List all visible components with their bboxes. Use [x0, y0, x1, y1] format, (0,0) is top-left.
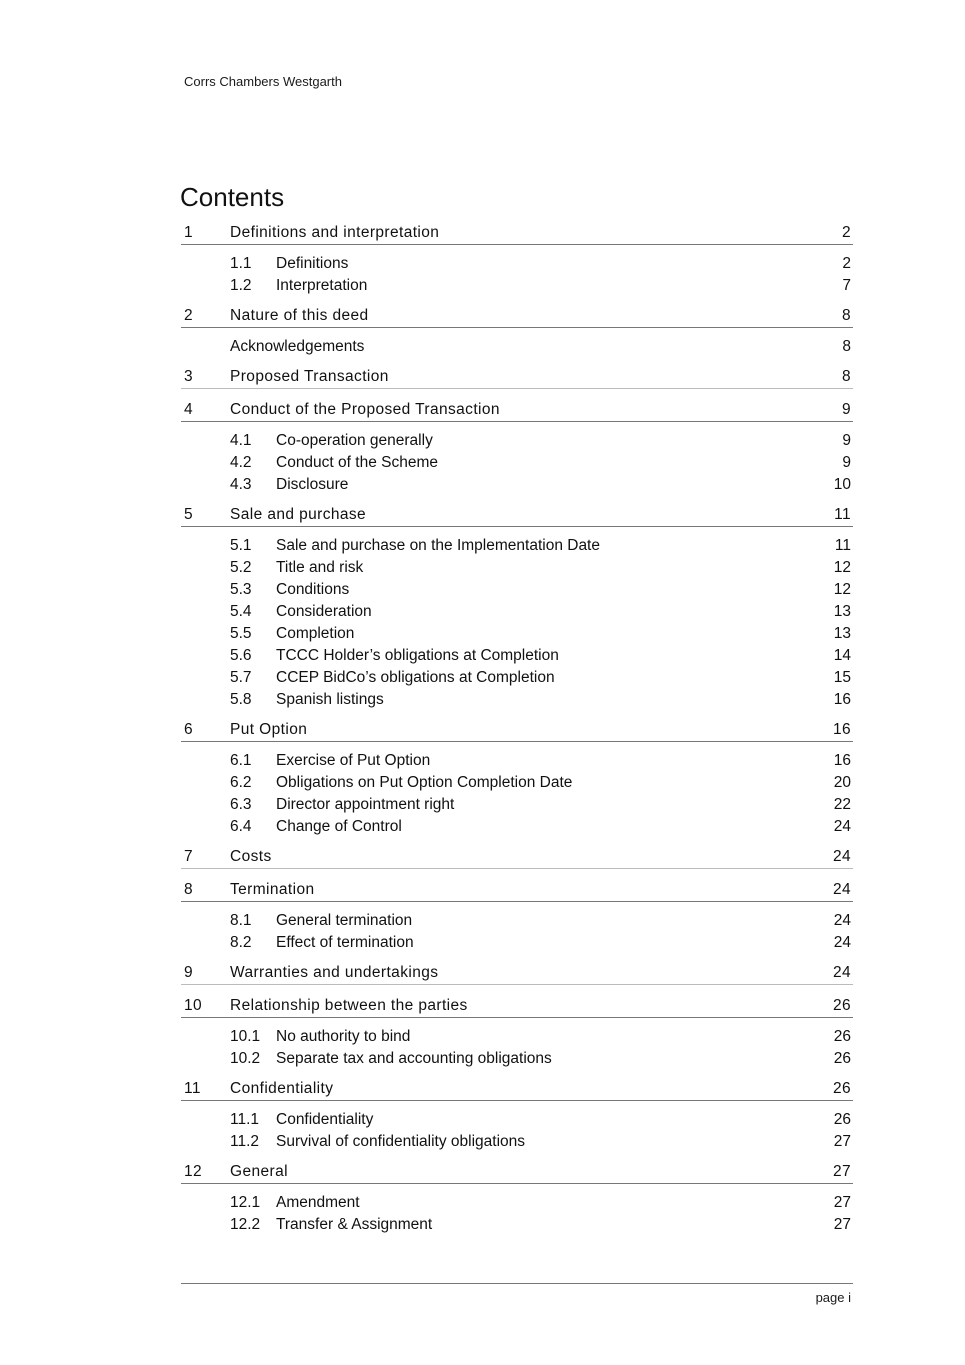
toc-section-row[interactable]	[181, 1076, 853, 1101]
toc-section-row[interactable]	[181, 303, 853, 328]
toc-section-number: 7	[184, 848, 194, 865]
toc-section-number: 6	[184, 721, 194, 738]
toc-section-title[interactable]: Warranties and undertakings	[230, 964, 439, 981]
toc-subsection-row[interactable]	[181, 772, 853, 794]
contents-title: Contents	[180, 182, 285, 212]
toc-subsection-number: 10.2	[230, 1050, 261, 1067]
toc-subsection-title[interactable]: General termination	[276, 912, 413, 929]
toc-subsection-number: 5.1	[230, 537, 252, 554]
toc-subsection-row[interactable]	[181, 1131, 853, 1153]
toc-subsection-page: 11	[834, 537, 851, 554]
toc-subsection-number: 1.2	[230, 277, 252, 294]
toc-subsection-title[interactable]: Title and risk	[276, 559, 364, 576]
toc-subsection-title[interactable]: Conduct of the Scheme	[276, 454, 438, 471]
toc-subsection-number: 6.3	[230, 796, 252, 813]
toc-subsection-title[interactable]: Conditions	[276, 581, 350, 598]
toc-subsection-page: 26	[833, 1050, 851, 1067]
toc-subsection-number: 4.2	[230, 454, 252, 471]
toc-section-number: 8	[184, 881, 194, 898]
toc-subsection-title[interactable]: Obligations on Put Option Completion Date	[276, 774, 573, 791]
toc-subsection-number: 5.5	[230, 625, 252, 642]
toc-section-page: 27	[832, 1163, 851, 1180]
toc-subsection-title[interactable]: TCCC Holder’s obligations at Completion	[276, 647, 559, 664]
toc-subsection-page: 7	[842, 277, 851, 294]
toc-subsection-row[interactable]	[181, 932, 853, 954]
header-firm-name: Corrs Chambers Westgarth	[184, 74, 342, 89]
toc-subsection-row[interactable]	[181, 1109, 853, 1131]
toc-section-number: 9	[184, 964, 194, 981]
table-of-contents	[181, 220, 853, 1242]
toc-subsection-row[interactable]	[181, 645, 853, 667]
toc-section-row[interactable]	[181, 844, 853, 869]
toc-subsection-title[interactable]: Effect of termination	[276, 934, 414, 951]
toc-subsection-page: 27	[833, 1133, 851, 1150]
toc-subsection-row[interactable]	[181, 601, 853, 623]
toc-subsection-number: 5.4	[230, 603, 252, 620]
toc-subsection-page: 24	[833, 912, 851, 929]
toc-subsection-number: 6.2	[230, 774, 252, 791]
toc-subsection-title[interactable]: Separate tax and accounting obligations	[276, 1050, 552, 1067]
toc-subsection-page: 24	[833, 818, 851, 835]
toc-subsection-page: 13	[833, 625, 851, 642]
toc-section-page: 24	[832, 881, 851, 898]
toc-subsection-page: 16	[833, 752, 851, 769]
toc-subsection-title[interactable]: Change of Control	[276, 818, 402, 835]
toc-subsection-number: 12.1	[230, 1194, 261, 1211]
toc-section-number: 4	[184, 401, 194, 418]
toc-subsection-page: 27	[833, 1216, 851, 1233]
toc-subsection-number: 12.2	[230, 1216, 261, 1233]
toc-subsection-title[interactable]: Co-operation generally	[276, 432, 433, 449]
toc-subsection-title[interactable]: Exercise of Put Option	[276, 752, 431, 769]
toc-subsection-page: 9	[842, 432, 851, 449]
footer-page-number: page i	[815, 1290, 851, 1305]
toc-subsection-title[interactable]: Completion	[276, 625, 355, 642]
toc-subsection-page: 15	[833, 669, 851, 686]
toc-subsection-row[interactable]	[181, 336, 853, 358]
toc-subsection-title[interactable]: Amendment	[276, 1194, 360, 1211]
toc-section-row[interactable]	[181, 502, 853, 527]
toc-section-title[interactable]: Proposed Transaction	[230, 368, 389, 385]
toc-subsection-row[interactable]	[181, 535, 853, 557]
toc-subsection-number: 10.1	[230, 1028, 261, 1045]
toc-subsection-row[interactable]	[181, 579, 853, 601]
toc-section-row[interactable]	[181, 397, 853, 422]
toc-subsection-row[interactable]	[181, 275, 853, 297]
toc-subsection-page: 2	[842, 255, 851, 272]
toc-subsection-number: 8.1	[230, 912, 252, 929]
toc-subsection-page: 22	[833, 796, 851, 813]
toc-section-title[interactable]: Conduct of the Proposed Transaction	[230, 401, 500, 418]
toc-section-page: 9	[841, 401, 851, 418]
toc-section-page: 11	[834, 506, 851, 523]
toc-subsection-page: 14	[833, 647, 851, 664]
toc-group-spacer	[181, 1236, 853, 1242]
toc-section-page: 24	[832, 964, 851, 981]
toc-subsection-page: 8	[842, 338, 851, 355]
toc-section-number: 2	[184, 307, 194, 324]
toc-subsection-row[interactable]	[181, 1048, 853, 1070]
toc-subsection-number: 4.1	[230, 432, 252, 449]
toc-section-row[interactable]	[181, 993, 853, 1018]
toc-subsection-page: 20	[833, 774, 851, 791]
toc-subsection-row[interactable]	[181, 794, 853, 816]
toc-subsection-page: 9	[842, 454, 851, 471]
toc-section-title[interactable]: Nature of this deed	[230, 307, 369, 324]
toc-subsection-row[interactable]	[181, 910, 853, 932]
toc-section-title[interactable]: Termination	[230, 881, 315, 898]
toc-subsection-title[interactable]: Sale and purchase on the Implementation Date	[276, 537, 600, 554]
toc-subsection-row[interactable]	[181, 474, 853, 496]
toc-subsection-number: 5.8	[230, 691, 252, 708]
toc-section-row[interactable]	[181, 960, 853, 985]
toc-section-title[interactable]: Confidentiality	[230, 1080, 334, 1097]
toc-subsection-title[interactable]: Director appointment right	[276, 796, 455, 813]
toc-subsection-row[interactable]	[181, 452, 853, 474]
toc-section-row[interactable]	[181, 220, 853, 245]
toc-subsection-row[interactable]	[181, 1026, 853, 1048]
toc-subsection-page: 26	[833, 1111, 851, 1128]
toc-subsection-page: 24	[833, 934, 851, 951]
toc-section-page: 26	[832, 997, 851, 1014]
toc-section-title[interactable]: Sale and purchase	[230, 506, 367, 523]
toc-section-row[interactable]	[181, 1159, 853, 1184]
toc-section-page: 24	[832, 848, 851, 865]
toc-subsection-number: 5.7	[230, 669, 252, 686]
toc-subsection-title[interactable]: CCEP BidCo’s obligations at Completion	[276, 669, 555, 686]
toc-subsection-row[interactable]	[181, 750, 853, 772]
toc-subsection-page: 16	[833, 691, 851, 708]
toc-subsection-number: 11.1	[230, 1111, 260, 1128]
toc-section-number: 11	[184, 1080, 201, 1097]
toc-subsection-title[interactable]: No authority to bind	[276, 1028, 411, 1045]
toc-subsection-title[interactable]: Confidentiality	[276, 1111, 374, 1128]
toc-subsection-title[interactable]: Acknowledgements	[230, 338, 365, 355]
toc-subsection-number: 6.1	[230, 752, 252, 769]
toc-subsection-title[interactable]: Interpretation	[276, 277, 368, 294]
toc-subsection-row[interactable]	[181, 689, 853, 711]
toc-section-title[interactable]: General	[230, 1163, 288, 1180]
toc-subsection-number: 11.2	[230, 1133, 260, 1150]
toc-subsection-page: 12	[833, 559, 851, 576]
toc-section-title[interactable]: Relationship between the parties	[230, 997, 468, 1014]
toc-subsection-number: 5.6	[230, 647, 252, 664]
toc-section-number: 12	[184, 1163, 203, 1180]
toc-subsection-page: 10	[833, 476, 851, 493]
toc-subsection-page: 13	[833, 603, 851, 620]
toc-section-row[interactable]	[181, 364, 853, 389]
toc-subsection-row[interactable]	[181, 253, 853, 275]
toc-subsection-row[interactable]	[181, 430, 853, 452]
toc-subsection-number: 5.3	[230, 581, 252, 598]
toc-section-title[interactable]: Put Option	[230, 721, 308, 738]
footer-divider	[181, 1283, 853, 1284]
toc-subsection-page: 27	[833, 1194, 851, 1211]
toc-subsection-row[interactable]	[181, 667, 853, 689]
toc-subsection-row[interactable]	[181, 1214, 853, 1236]
toc-section-number: 3	[184, 368, 194, 385]
toc-subsection-number: 8.2	[230, 934, 252, 951]
toc-subsection-title[interactable]: Survival of confidentiality obligations	[276, 1133, 525, 1150]
toc-subsection-row[interactable]	[181, 816, 853, 838]
toc-section-number: 5	[184, 506, 194, 523]
toc-section-number: 10	[184, 997, 203, 1014]
toc-subsection-number: 1.1	[230, 255, 252, 272]
toc-section-title[interactable]: Definitions and interpretation	[230, 224, 440, 241]
toc-subsection-row[interactable]	[181, 557, 853, 579]
toc-subsection-title[interactable]: Transfer & Assignment	[276, 1216, 433, 1233]
toc-section-row[interactable]	[181, 877, 853, 902]
toc-subsection-number: 5.2	[230, 559, 252, 576]
toc-subsection-number: 4.3	[230, 476, 252, 493]
toc-section-page: 8	[841, 307, 851, 324]
toc-subsection-page: 12	[833, 581, 851, 598]
toc-section-page: 2	[841, 224, 851, 241]
toc-section-page: 8	[841, 368, 851, 385]
toc-subsection-row[interactable]	[181, 1192, 853, 1214]
toc-section-page: 16	[832, 721, 851, 738]
toc-subsection-page: 26	[833, 1028, 851, 1045]
toc-section-title[interactable]: Costs	[230, 848, 272, 865]
toc-subsection-title[interactable]: Consideration	[276, 603, 372, 620]
toc-subsection-row[interactable]	[181, 623, 853, 645]
toc-subsection-title[interactable]: Disclosure	[276, 476, 349, 493]
toc-subsection-number: 6.4	[230, 818, 252, 835]
toc-subsection-title[interactable]: Definitions	[276, 255, 349, 272]
toc-section-page: 26	[832, 1080, 851, 1097]
toc-subsection-title[interactable]: Spanish listings	[276, 691, 384, 708]
toc-section-number: 1	[184, 224, 194, 241]
toc-section-row[interactable]	[181, 717, 853, 742]
